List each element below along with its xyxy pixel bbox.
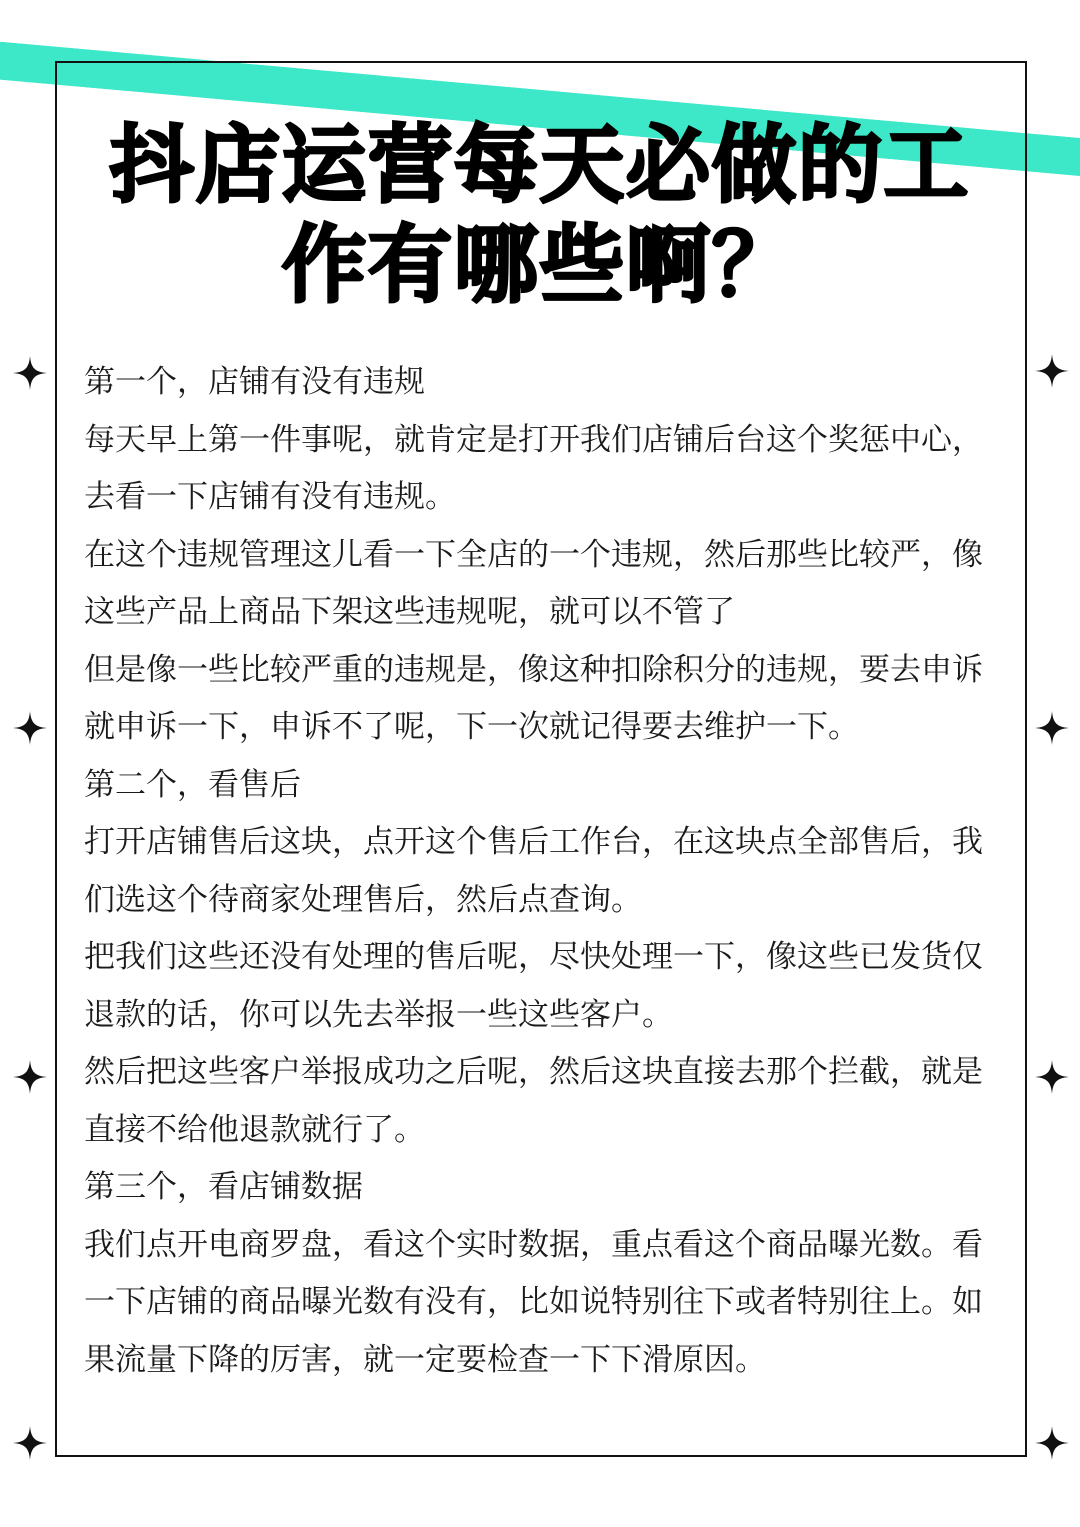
paragraph: 把我们这些还没有处理的售后呢，尽快处理一下，像这些已发货仅退款的话，你可以先去举报一些这些客户。 — [84, 939, 983, 1033]
article-body — [84, 354, 996, 1389]
sparkle-icon — [13, 1060, 47, 1094]
paragraph: 我们点开电商罗盘，看这个实时数据，重点看这个商品曝光数。看一下店铺的商品曝光数有没有，比如说特别往下或者特别往上。如果流量下降的厉害，就一定要检查一下下滑原因。 — [84, 1226, 983, 1378]
paragraph: 打开店铺售后这块，点开这个售后工作台，在这块点全部售后，我们选这个待商家处理售后，然后点查询。 — [84, 824, 983, 918]
paragraph: 每天早上第一件事呢，就肯定是打开我们店铺后台这个奖惩中心，去看一下店铺有没有违规。 — [84, 421, 983, 515]
paragraph: 但是像一些比较严重的违规是，像这种扣除积分的违规，要去申诉就申诉一下，申诉不了呢，下一次就记得要去维护一下。 — [84, 651, 983, 745]
section-heading: 第二个，看售后 — [84, 766, 301, 803]
paragraph: 在这个违规管理这儿看一下全店的一个违规，然后那些比较严，像这些产品上商品下架这些违规呢，就可以不管了 — [84, 536, 983, 630]
paragraph: 然后把这些客户举报成功之后呢，然后这块直接去那个拦截，就是直接不给他退款就行了。 — [84, 1054, 983, 1148]
sparkle-icon — [13, 711, 47, 745]
sparkle-icon — [13, 1426, 47, 1460]
sparkle-icon — [1035, 1426, 1069, 1460]
section-heading: 第一个，店铺有没有违规 — [84, 364, 425, 400]
title-line-1: 抖店运营每天必做的工 — [109, 116, 970, 214]
sparkle-icon — [1035, 1060, 1069, 1094]
page-title — [60, 115, 1020, 315]
sparkle-icon — [1035, 711, 1069, 745]
section-heading: 第三个，看店铺数据 — [84, 1169, 363, 1205]
sparkle-icon — [1035, 354, 1069, 388]
sparkle-icon — [13, 356, 47, 390]
title-line-2: 作有哪些啊？ — [281, 216, 798, 314]
